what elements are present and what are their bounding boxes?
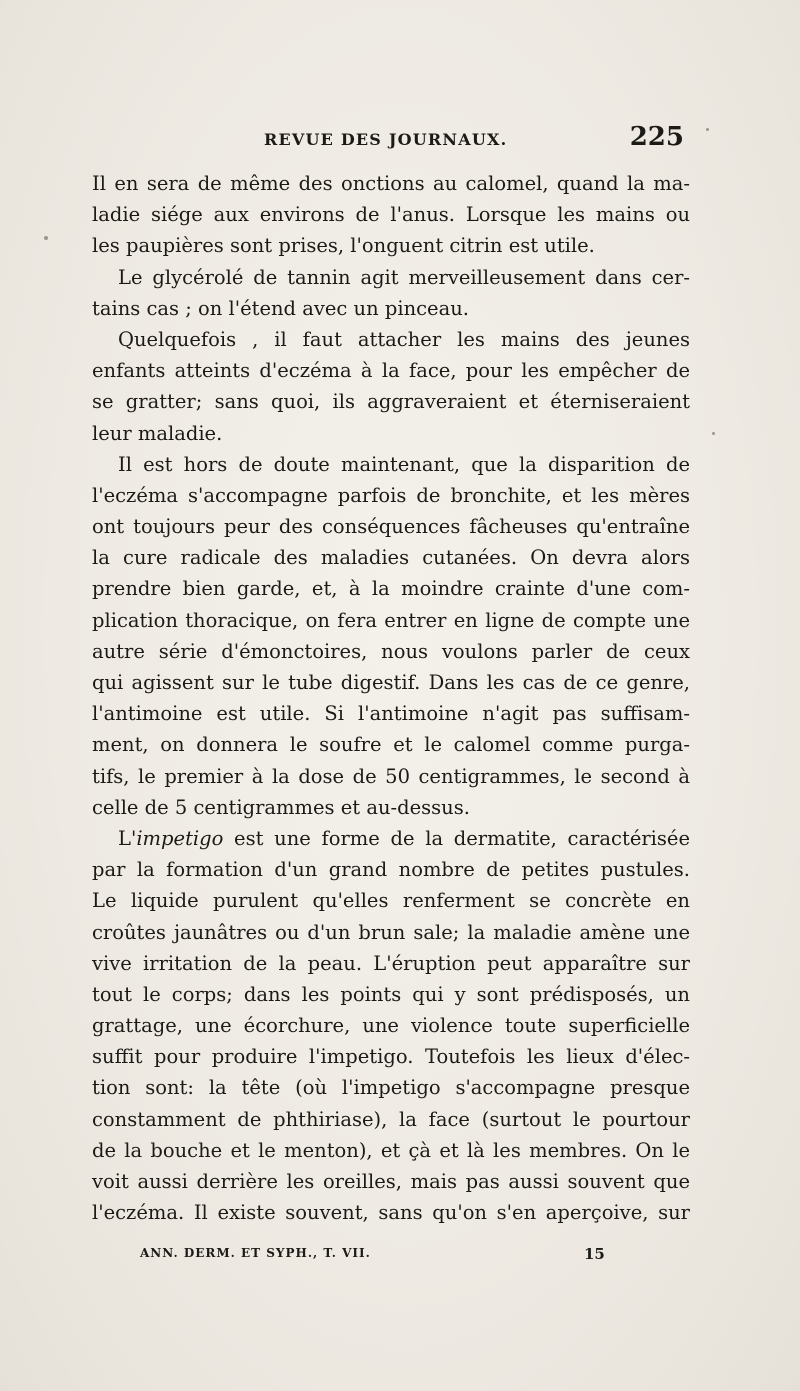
paper-spot	[44, 236, 48, 240]
body-text	[92, 168, 690, 1228]
text-line: Il est hors de doute maintenant, que la disparition de	[118, 452, 690, 476]
text-line: celle de 5 centigrammes et au-dessus.	[92, 795, 470, 819]
text-line: les paupières sont prises, l'onguent citrin est utile.	[92, 234, 595, 258]
text-line: l'eczéma s'accompagne parfois de bronchite, et les mères	[92, 483, 690, 507]
running-title: REVUE DES JOURNAUX.	[264, 130, 508, 149]
text-line: par la formation d'un grand nombre de petites pustules.	[92, 858, 690, 882]
text-line: plication thoracique, on fera entrer en ligne de compte une	[92, 608, 690, 632]
page-number: 225	[629, 122, 684, 152]
text-line: tion sont: la tête (où l'impetigo s'accompagne presque	[92, 1076, 690, 1100]
text-line: tifs, le premier à la dose de 50 centigrammes, le second à	[92, 764, 690, 788]
text-line: tout le corps; dans les points qui y sont prédisposés, un	[92, 982, 690, 1006]
text-line: Il en sera de même des onctions au calomel, quand la ma-	[92, 172, 690, 195]
text-line: suffit pour produire l'impetigo. Toutefois les lieux d'élec-	[92, 1045, 690, 1069]
sheet-number: 15	[584, 1245, 605, 1263]
text-line: vive irritation de la peau. L'éruption peut apparaître sur	[92, 951, 690, 975]
text-line: ont toujours peur des conséquences fâcheuses qu'entraîne	[92, 515, 690, 539]
text-line: tains cas ; on l'étend avec un pinceau.	[92, 296, 469, 320]
text-line: Quelquefois , il faut attacher les mains des jeunes	[118, 327, 690, 351]
text-line: prendre bien garde, et, à la moindre crainte d'une com-	[92, 577, 690, 601]
text-line: Le glycérolé de tannin agit merveilleusement dans cer-	[118, 265, 690, 289]
lead-apostrophe: L'	[118, 826, 137, 850]
text-line: qui agissent sur le tube digestif. Dans les cas de ce genre,	[92, 671, 690, 694]
text-line: ladie siége aux environs de l'anus. Lorsque les mains ou	[92, 203, 690, 227]
text-line: leur maladie.	[92, 421, 223, 445]
paper-spot	[706, 128, 709, 131]
signature-mark: ANN. DERM. ET SYPH., T. VII.	[140, 1246, 371, 1260]
text-line: constamment de phthiriase), la face (surtout le pourtour	[92, 1107, 690, 1131]
text-line: de la bouche et le menton), et çà et là les membres. On le	[92, 1138, 690, 1162]
text-line: enfants atteints d'eczéma à la face, pour les empêcher de	[92, 359, 690, 383]
page-footer	[92, 1246, 690, 1270]
text-line: voit aussi derrière les oreilles, mais pas aussi souvent que	[92, 1170, 690, 1193]
line-rest: est une forme de la dermatite, caractérisée	[223, 826, 690, 850]
text-line: se gratter; sans quoi, ils aggraveraient et éterniseraient	[92, 390, 690, 414]
text-line: l'antimoine est utile. Si l'antimoine n'agit pas suffisam-	[92, 702, 690, 726]
text-line: grattage, une écorchure, une violence toute superficielle	[92, 1014, 690, 1038]
paper-spot	[712, 432, 715, 435]
page-header	[92, 122, 690, 160]
text-line: autre série d'émonctoires, nous voulons parler de ceux	[92, 639, 690, 663]
text-line-impetigo	[92, 823, 690, 854]
text-line: Le liquide purulent qu'elles renferment se concrète en	[92, 889, 690, 913]
text-line: croûtes jaunâtres ou d'un brun sale; la maladie amène une	[92, 920, 690, 944]
text-line: l'eczéma. Il existe souvent, sans qu'on s'en aperçoive, sur	[92, 1201, 690, 1225]
italic-term: impetigo	[136, 826, 224, 850]
text-line: ment, on donnera le soufre et le calomel comme purga-	[92, 733, 690, 757]
text-line: la cure radicale des maladies cutanées. On devra alors	[92, 546, 690, 570]
